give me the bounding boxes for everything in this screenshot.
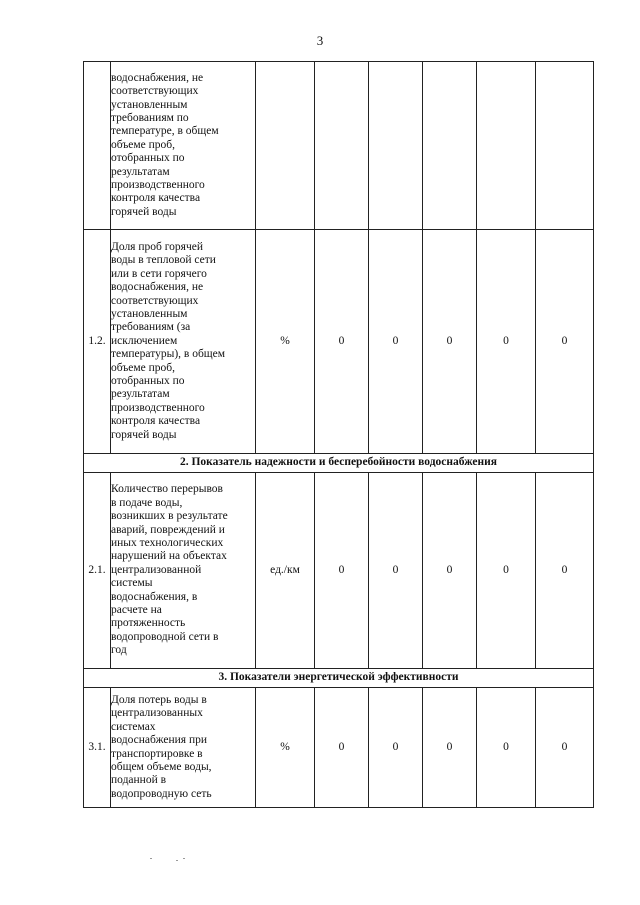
description-line: соответствующих <box>111 85 199 98</box>
indicator-description <box>111 473 256 669</box>
value-cell <box>536 62 594 230</box>
description-line: системах <box>111 720 156 733</box>
description-line: системы <box>111 577 153 590</box>
scan-speck <box>176 860 178 861</box>
description-line: контроля качества <box>111 192 201 205</box>
unit-cell <box>256 62 315 230</box>
value-cell: 0 <box>315 473 369 669</box>
description-line: водоснабжения, в <box>111 590 198 603</box>
description-line: расчете на <box>111 604 162 617</box>
description-line: возникших в результате <box>111 510 228 523</box>
description-line: производственного <box>111 179 205 192</box>
unit-cell: % <box>256 688 315 808</box>
indicator-description <box>111 688 256 808</box>
description-line: общем объеме воды, <box>111 760 212 773</box>
value-cell: 0 <box>477 473 536 669</box>
row-number: 2.1. <box>84 473 111 669</box>
value-cell <box>423 62 477 230</box>
description-line: отобранных по <box>111 375 185 388</box>
description-line: температуре, в общем <box>111 125 219 138</box>
description-line: Количество перерывов <box>111 483 223 496</box>
description-line: аварий, повреждений и <box>111 523 225 536</box>
value-cell: 0 <box>369 230 423 454</box>
row-number <box>84 62 111 230</box>
description-line: нарушений на объектах <box>111 550 227 563</box>
description-line: производственного <box>111 401 205 414</box>
unit-cell: ед./км <box>256 473 315 669</box>
section-header-row <box>84 454 594 473</box>
description-line: или в сети горячего <box>111 267 207 280</box>
value-cell: 0 <box>369 473 423 669</box>
section-title: 3. Показатели энергетической эффективности <box>84 669 594 688</box>
description-line: результатам <box>111 388 170 401</box>
description-line: установленным <box>111 98 188 111</box>
value-cell: 0 <box>536 688 594 808</box>
description-line: горячей воды <box>111 428 177 441</box>
description-line: горячей воды <box>111 205 177 218</box>
description-line: объеме проб, <box>111 361 176 374</box>
description-line: установленным <box>111 307 188 320</box>
description-line: иных технологических <box>111 536 224 549</box>
description-line: требованиям (за <box>111 321 191 334</box>
description-line: год <box>111 644 127 657</box>
description-line: Доля проб горячей <box>111 240 203 253</box>
description-line: централизованных <box>111 707 203 720</box>
value-cell: 0 <box>536 473 594 669</box>
description-line: воды в тепловой сети <box>111 254 216 267</box>
value-cell: 0 <box>369 688 423 808</box>
section-title: 2. Показатель надежности и бесперебойности водоснабжения <box>84 454 594 473</box>
description-line: объеме проб, <box>111 138 176 151</box>
description-line: контроля качества <box>111 415 201 428</box>
value-cell <box>315 62 369 230</box>
description-line: централизованной <box>111 563 202 576</box>
value-cell: 0 <box>536 230 594 454</box>
value-cell: 0 <box>477 688 536 808</box>
description-line: водоснабжения при <box>111 734 208 747</box>
description-line: исключением <box>111 334 178 347</box>
description-line: транспортировке в <box>111 747 203 760</box>
description-line: результатам <box>111 165 170 178</box>
row-number: 3.1. <box>84 688 111 808</box>
value-cell <box>477 62 536 230</box>
unit-cell: % <box>256 230 315 454</box>
description-line: водоснабжения, не <box>111 71 204 84</box>
value-cell: 0 <box>423 230 477 454</box>
description-line: соответствующих <box>111 294 199 307</box>
indicator-description <box>111 62 256 230</box>
description-line: в подаче воды, <box>111 496 183 509</box>
value-cell: 0 <box>477 230 536 454</box>
table-row <box>84 473 594 669</box>
page-number: 3 <box>316 33 324 48</box>
description-line: водопроводной сети в <box>111 630 219 643</box>
value-cell <box>369 62 423 230</box>
description-line: Доля потерь воды в <box>111 693 207 706</box>
description-line: поданной в <box>111 774 167 787</box>
value-cell: 0 <box>423 688 477 808</box>
value-cell: 0 <box>315 230 369 454</box>
description-line: требованиям по <box>111 111 189 124</box>
section-header-row <box>84 669 594 688</box>
scan-speck <box>150 858 152 859</box>
table-row <box>84 62 594 230</box>
description-line: отобранных по <box>111 152 185 165</box>
description-line: протяженность <box>111 617 186 630</box>
value-cell: 0 <box>423 473 477 669</box>
scan-speck <box>183 858 185 859</box>
description-line: водопроводную сеть <box>111 787 212 800</box>
indicators-table <box>83 61 594 808</box>
indicator-description <box>111 230 256 454</box>
table-row <box>84 230 594 454</box>
description-line: водоснабжения, не <box>111 281 204 294</box>
row-number: 1.2. <box>84 230 111 454</box>
table-row <box>84 688 594 808</box>
value-cell: 0 <box>315 688 369 808</box>
description-line: температуры), в общем <box>111 348 226 361</box>
